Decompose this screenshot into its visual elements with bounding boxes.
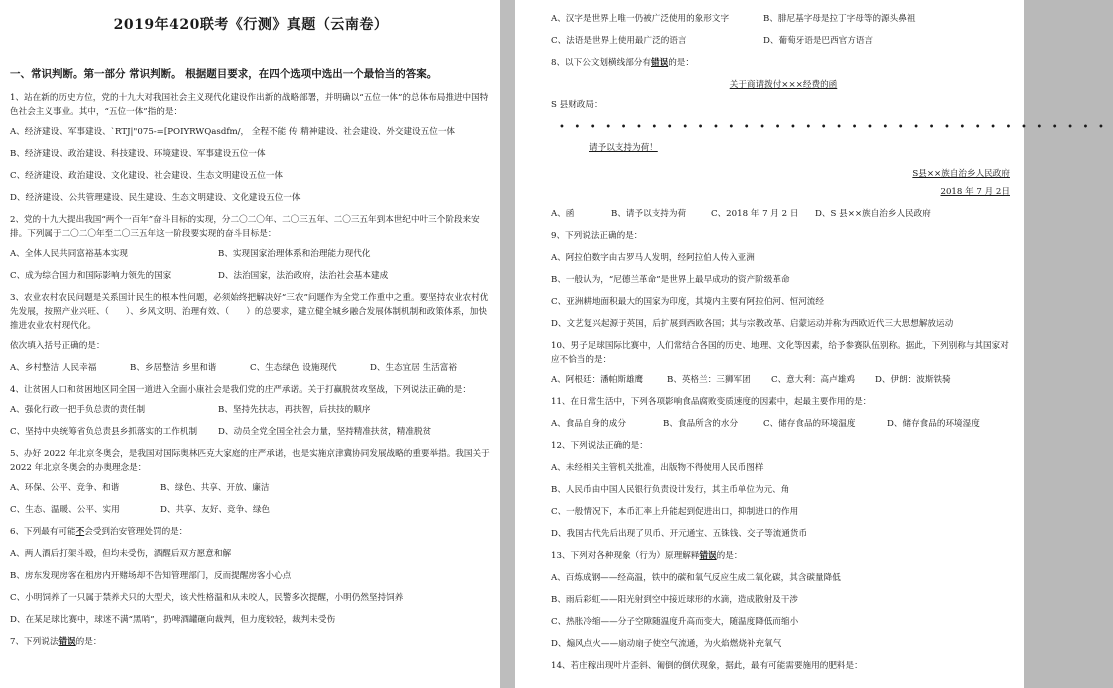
option-11c: C、储存食品的环境温度	[763, 419, 856, 429]
question-7: 7、下列说法错误的是：	[10, 637, 102, 647]
option-13d: D、煽风点火——扇动扇子使空气流通，为火焰燃烧补充氧气	[551, 639, 782, 649]
options-row-7cd	[551, 34, 1016, 48]
letter-body-ellipsis: ••••••••••••••••••••••••••••••••••••	[559, 122, 1113, 133]
letter-recipient: S 县财政局：	[551, 100, 603, 110]
question-4: 4、让贫困人口和贫困地区同全国一道进入全面小康社会是我们党的庄严承诺。关于打赢脱贫攻坚战，下列说法正确的是：	[10, 385, 471, 395]
option-3d: D、生态宜居 生活富裕	[370, 363, 457, 373]
option-12c: C、一般情况下，本币汇率上升能起到促进出口，抑制进口的作用	[551, 507, 799, 517]
question-11: 11、在日常生活中，下列各项影响食品腐败变质速度的因素中，起最主要作用的是：	[551, 397, 872, 407]
option-11d: D、储存食品的环境湿度	[887, 419, 980, 429]
option-3c: C、生态绿色 设施现代	[250, 363, 337, 373]
option-9b: B、一般认为，“尼德兰革命”是世界上最早成功的资产阶级革命	[551, 275, 790, 285]
option-10b: B、英格兰：三狮军团	[667, 375, 751, 385]
option-2b: B、实现国家治理体系和治理能力现代化	[218, 249, 371, 259]
options-row-5cd	[10, 503, 492, 517]
option-9a: A、阿拉伯数字由古罗马人发明，经阿拉伯人传入亚洲	[551, 253, 755, 263]
option-10d: D、伊朗：波斯铁骑	[875, 375, 951, 385]
question-2: 2、党的十九大提出我国“两个一百年”奋斗目标的实现，分二〇二〇年、二〇三五年、二〇三五年到本世纪中叶三个阶段来安排。下列属于二〇二〇年至二〇三五年这一阶段要实现的奋斗目标是：	[10, 215, 480, 239]
option-8d: D、S 县××族自治乡人民政府	[815, 209, 931, 219]
option-7d: D、葡萄牙语是巴西官方语言	[763, 36, 874, 46]
option-3a: A、乡村整洁 人民幸福	[10, 363, 97, 373]
options-row-8	[551, 207, 1016, 221]
option-12d: D、我国古代先后出现了贝币、开元通宝、五铢钱、交子等流通货币	[551, 529, 808, 539]
options-row-3	[10, 361, 492, 375]
option-2c: C、成为综合国力和国际影响力领先的国家	[10, 271, 172, 281]
letter-date: 2018 年 7 月 2日	[940, 187, 1010, 197]
option-13b: B、雨后彩虹——阳光射到空中接近球形的水滴，造成散射及干涉	[551, 595, 798, 605]
option-8b: B、请予以支持为荷	[611, 209, 687, 219]
option-6a: A、两人酒后打架斗殴，但均未受伤，酒醒后双方愿意和解	[10, 549, 232, 559]
question-14: 14、若庄稼出现叶片歪斜、匍倒的倒伏现象，据此，最有可能需要施用的肥料是：	[551, 661, 863, 671]
option-2a: A、全体人民共同富裕基本实现	[10, 249, 128, 259]
question-6: 6、下列最有可能不会受到治安管理处罚的是：	[10, 527, 188, 537]
question-3: 3、农业农村农民问题是关系国计民生的根本性问题，必须始终把解决好“三农”问题作为全党工作重中之重。要坚持农业农村优先发展，按照产业兴旺、（ ）、乡风文明、治理有效、（ ）的总要求，建立健全城乡融合发展体制机制和政策体系，加快推进农业农村现代化。	[10, 293, 489, 331]
option-6d: D、在某足球比赛中，球迷不满“黑哨”，扔啤酒罐砸向裁判，但力度较轻，裁判未受伤	[10, 615, 336, 625]
page-left	[0, 0, 500, 688]
options-row-7ab	[551, 12, 1016, 26]
option-11a: A、食品自身的成分	[551, 419, 626, 429]
option-3b: B、乡居整洁 乡里和谐	[130, 363, 217, 373]
option-10c: C、意大利：高卢雄鸡	[771, 375, 855, 385]
option-7a: A、汉字是世界上唯一仍被广泛使用的象形文字	[551, 14, 730, 24]
options-row-4cd	[10, 425, 492, 439]
option-9c: C、亚洲耕地面积最大的国家为印度，其境内主要有阿拉伯河、恒河流经	[551, 297, 824, 307]
emphasis-wrong-8: 错误	[651, 58, 669, 68]
option-8c: C、2018 年 7 月 2 日	[711, 209, 799, 219]
question-8: 8、以下公文划横线部分有错误的是：	[551, 58, 694, 68]
option-8a: A、函	[551, 209, 575, 219]
options-row-4ab	[10, 403, 492, 417]
option-2d: D、法治国家，法治政府，法治社会基本建成	[218, 271, 389, 281]
option-5c: C、生态、温暖、公平、实用	[10, 505, 120, 515]
option-13c: C、热胀冷缩——分子空隙随温度升高而变大，随温度降低而缩小	[551, 617, 799, 627]
option-1b: B、经济建设、政治建设、科技建设、环境建设、军事建设五位一体	[10, 149, 266, 159]
letter-title: 关于商请拨付×××经费的函	[729, 80, 838, 90]
question-3-fill-prompt: 依次填入括号正确的是：	[10, 341, 105, 351]
page-gap	[500, 0, 515, 688]
option-9d: D、文艺复兴起源于英国，后扩展到西欧各国；其与宗教改革、启蒙运动并称为西欧近代三大思想解放运动	[551, 319, 954, 329]
option-12a: A、未经相关主管机关批准，出版物不得使用人民币图样	[551, 463, 764, 473]
document-title: 2019年420联考《行测》真题（云南卷）	[113, 17, 389, 33]
question-5: 5、办好 2022 年北京冬奥会，是我国对国际奥林匹克大家庭的庄严承诺，也是实施京津冀协同发展战略的重要举措。我国关于 2022 年北京冬奥会的办奥理念是：	[10, 449, 490, 473]
emphasis-wrong: 错误	[58, 637, 76, 647]
option-1a: A、经济建设、军事建设、`RTJ|"075-=[POIYRWQasdfm/， 全程不能 传 精神建设、社会建设、外交建设五位一体	[10, 127, 456, 137]
options-row-10	[551, 373, 1016, 387]
option-11b: B、食品所含的水分	[663, 419, 739, 429]
section-heading: 一、常识判断。第一部分 常识判断。 根据题目要求，在四个选项中选出一个最恰当的答案。	[10, 68, 438, 80]
question-12: 12、下列说法正确的是：	[551, 441, 648, 451]
option-4d: D、动员全党全国全社会力量，坚持精准扶贫，精准脱贫	[218, 427, 432, 437]
emphasis-not: 不	[75, 527, 85, 537]
option-4a: A、强化行政一把手负总责的责任制	[10, 405, 146, 415]
option-4c: C、坚持中央统筹省负总责县乡抓落实的工作机制	[10, 427, 198, 437]
letter-signature: S县××族自治乡人民政府	[912, 169, 1010, 179]
option-7c: C、法语是世界上使用最广泛的语言	[551, 36, 687, 46]
page-right	[515, 0, 1113, 688]
options-row-2cd	[10, 269, 492, 283]
option-10a: A、阿根廷：潘帕斯雄鹰	[551, 375, 644, 385]
option-6c: C、小明饲养了一只属于禁养犬只的大型犬，该犬性格温和从未咬人，民警多次提醒，小明仍然坚持饲养	[10, 593, 404, 603]
question-1: 1、站在新的历史方位，党的十九大对我国社会主义现代化建设作出新的战略部署，并明确以“五位一体”的总体布局推进中国特色社会主义事业。其中，“五位一体”指的是：	[10, 93, 489, 117]
option-12b: B、人民币由中国人民银行负责设计发行，其主币单位为元、角	[551, 485, 790, 495]
option-13a: A、百炼成钢——经高温，铁中的碳和氧气反应生成二氧化碳，其含碳量降低	[551, 573, 841, 583]
option-5a: A、环保、公平、竞争、和谐	[10, 483, 120, 493]
option-6b: B、房东发现房客在租房内开赌场却不告知管理部门，反而提醒房客小心点	[10, 571, 292, 581]
options-row-2ab	[10, 247, 492, 261]
option-4b: B、坚持先扶志，再扶智，后扶技的顺序	[218, 405, 371, 415]
question-10: 10、男子足球国际比赛中，人们常结合各国的历史、地理、文化等因素，给予参赛队伍别称。据此，下列别称与其国家对应不恰当的是：	[551, 341, 1009, 365]
option-1d: D、经济建设、公共管理建设、民生建设、生态文明建设、文化建设五位一体	[10, 193, 301, 203]
option-1c: C、经济建设、政治建设、文化建设、社会建设、生态文明建设五位一体	[10, 171, 283, 181]
options-row-11	[551, 417, 1016, 431]
letter-closing: 请予以支持为荷！	[589, 143, 658, 153]
option-7b: B、腓尼基字母是拉丁字母等的源头鼻祖	[763, 14, 916, 24]
emphasis-wrong-13: 错误	[699, 551, 717, 561]
option-5d: D、共享、友好、竞争、绿色	[160, 505, 271, 515]
options-row-5ab	[10, 481, 492, 495]
question-13: 13、下列对各种现象（行为）原理解释错误的是：	[551, 551, 743, 561]
option-5b: B、绿色、共享、开放、廉洁	[160, 483, 270, 493]
question-9: 9、下列说法正确的是：	[551, 231, 643, 241]
